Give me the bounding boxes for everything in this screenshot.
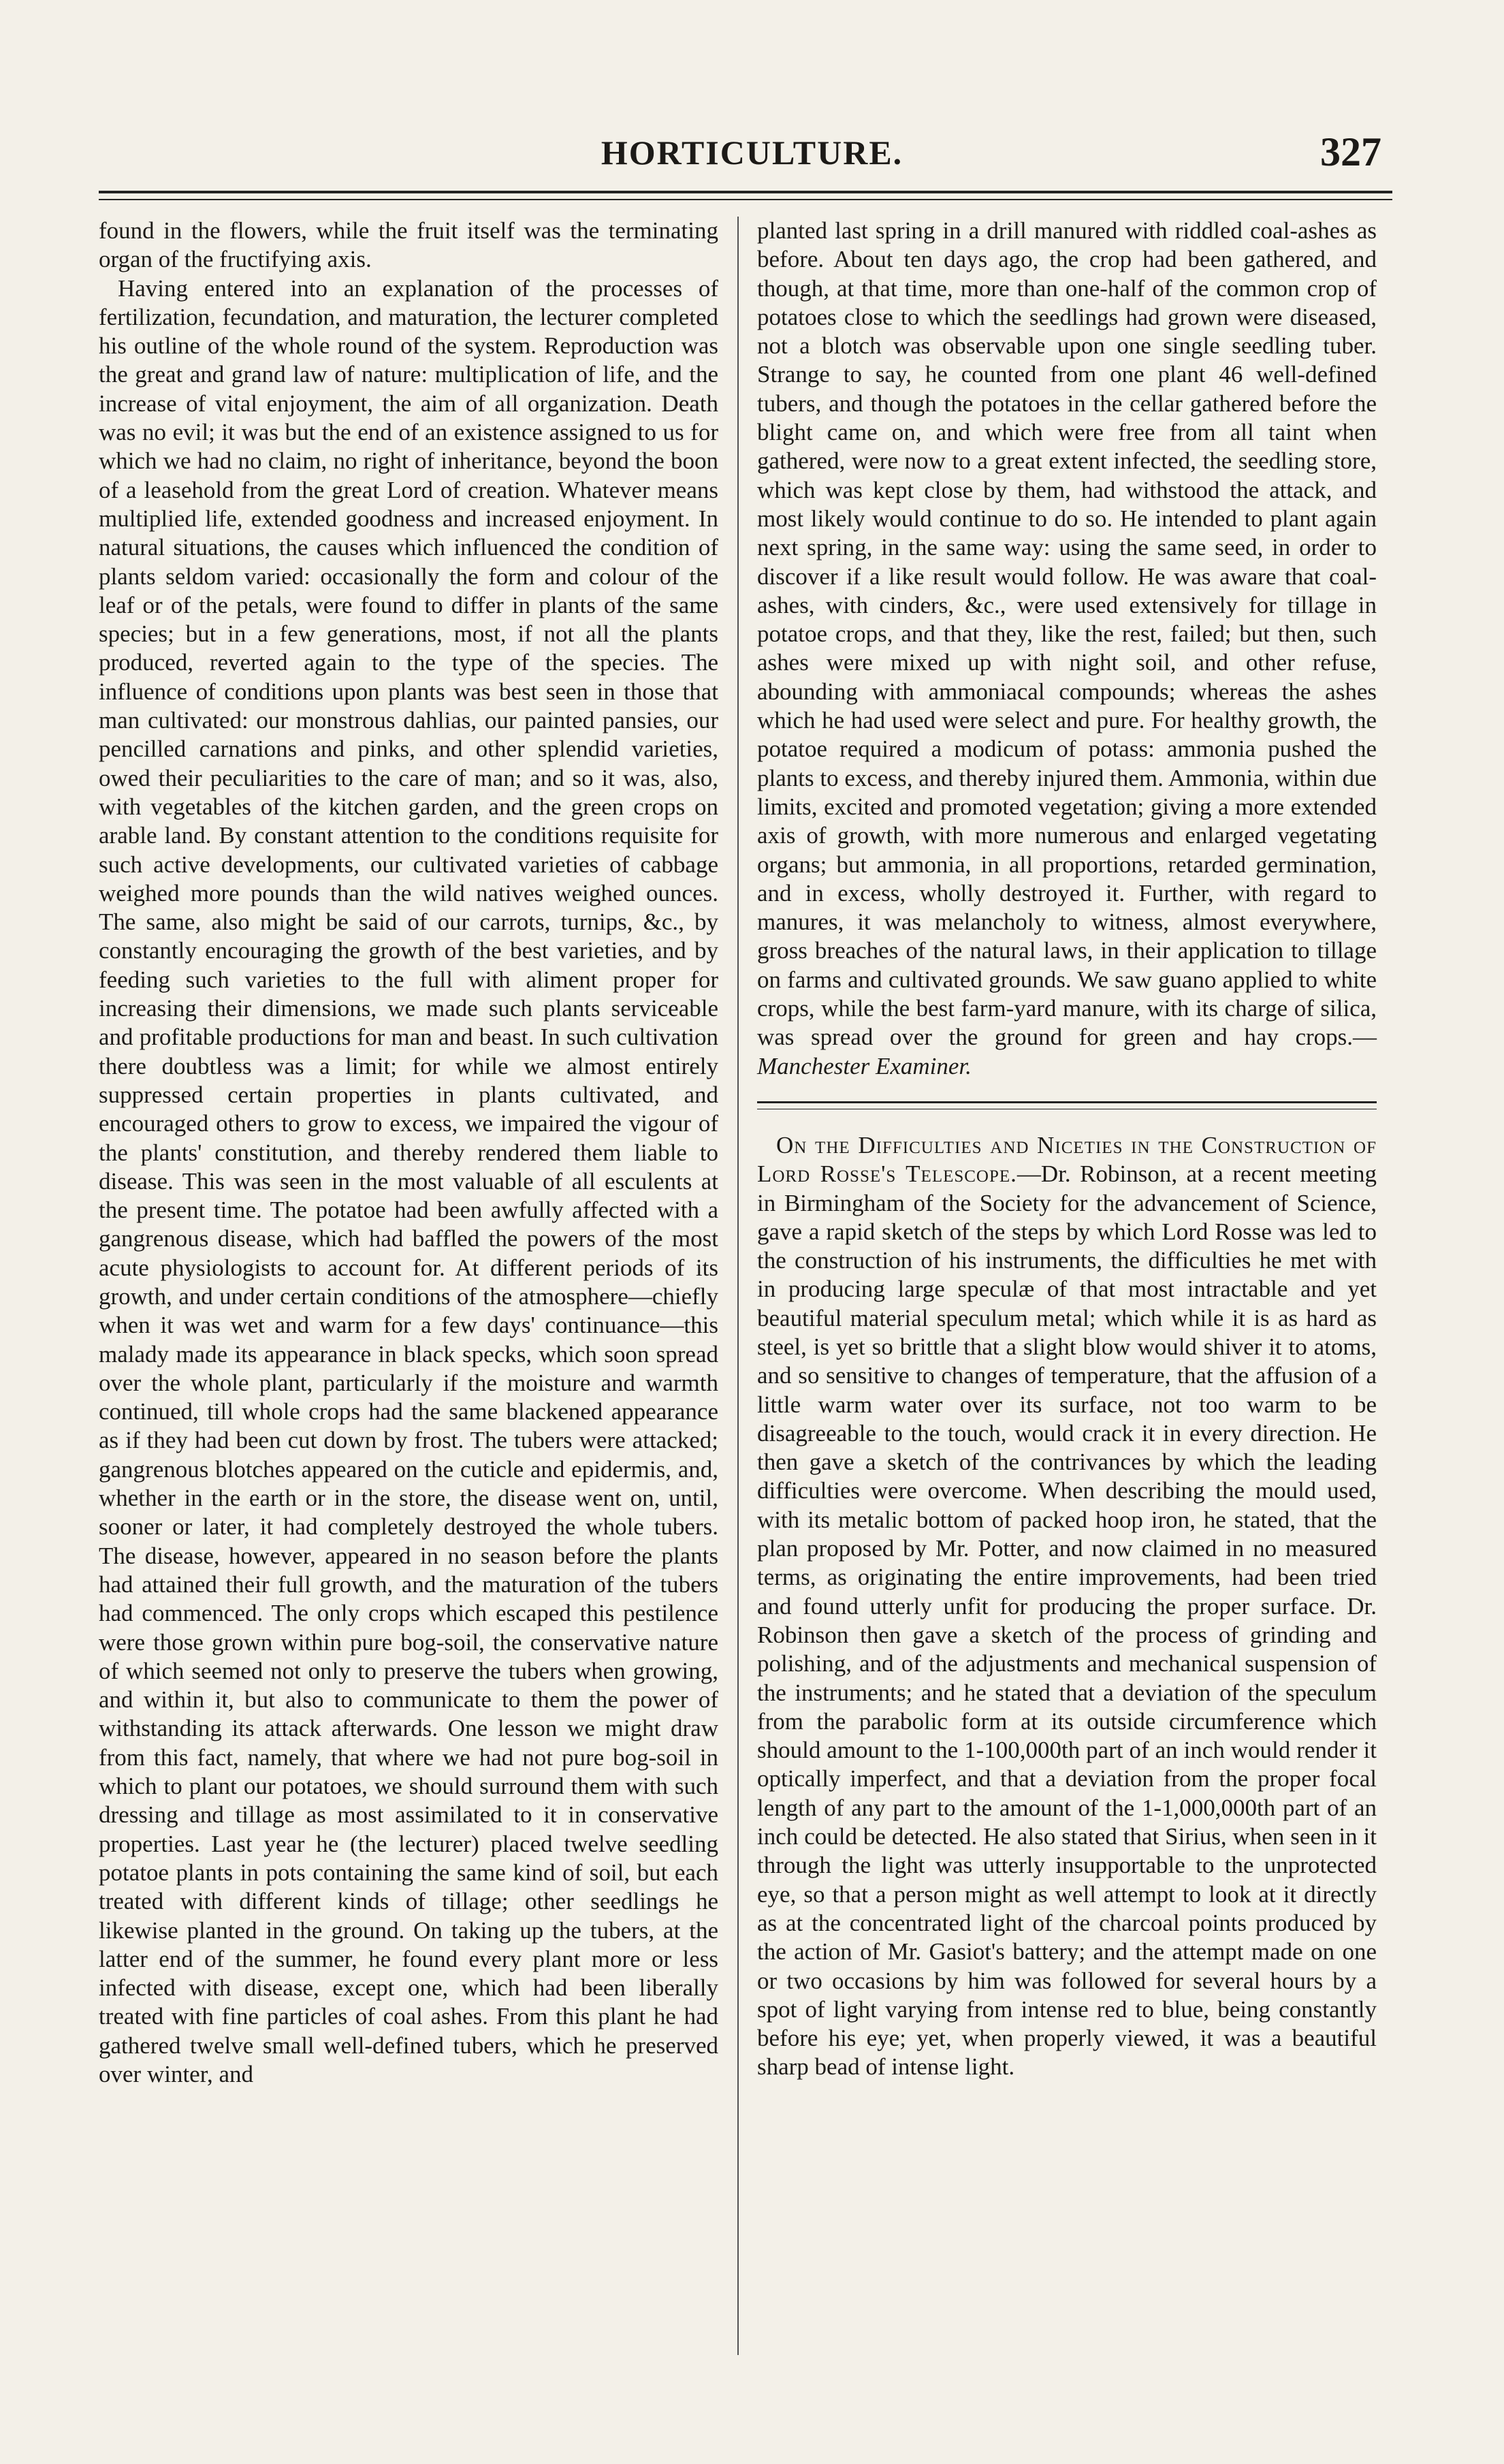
article-separator-rule bbox=[757, 1101, 1377, 1103]
right-paragraph-continuation bbox=[757, 217, 1377, 1081]
continuation-text: planted last spring in a drill manured with riddled coal-ashes as before. About ten days ago, the crop had been gathered, and though, at that time, more than one-half of the common crop of potatoes close to which the seedlings had grown were diseased, not a blotch was observable upon one single seedling tuber. Strange to say, he counted from one plant 46 well-defined tubers, and though the potatoes in the cellar gathered before the blight came on, and which were free from all taint when gathered, were now to a great extent infected, the seedling store, which was kept close by them, had withstood the attack, and most likely would continue to do so. He intended to plant again next spring, in the same way: using the same seed, in order to discover if a like result would follow. He was aware that coal-ashes, with cinders, &c., were used extensively for tillage in potatoe crops, and that they, like the rest, failed; but then, such ashes were mixed up with night soil, and other refuse, abounding with ammoniacal compounds; whereas the ashes which he had used were select and pure. For healthy growth, the potatoe required a modicum of potass: ammonia pushed the plants to excess, and thereby injured them. Ammonia, within due limits, excited and promoted vegetation; giving a more extended axis of growth, with more numerous and enlarged vegetating organs; but ammonia, in all proportions, retarded germination, and in excess, wholly destroyed it. Further, with regard to manures, it was melancholy to witness, almost everywhere, gross breaches of the natural laws, in their application to tillage on farms and cultivated grounds. We saw guano applied to white crops, while the best farm-yard manure, with its charge of silica, was spread over the ground for green and hay crops.— bbox=[757, 217, 1377, 1051]
article-body: —Dr. Robinson, at a recent meeting in Birmingham of the Society for the advancement of Science, gave a rapid sketch of the steps by which Lord Rosse was led to the construction of his instruments, the difficulties he met with in producing large speculæ of that most intractable and yet beautiful material speculum metal; which while it is as hard as steel, is yet so brittle that a slight blow would shiver it to atoms, and so sensitive to changes of temperature, that the affusion of a little warm water over its surface, not too warm to be disagreeable to the touch, would crack it in every direction. He then gave a sketch of the contrivances by which the leading difficulties were overcome. When describing the mould used, with its metalic bottom of packed hoop iron, he stated, that the plan proposed by Mr. Potter, and now claimed in no measured terms, as originating the entire improvements, had been tried and found utterly unfit for producing the proper surface. Dr. Robinson then gave a sketch of the process of grinding and polishing, and of the adjustments and mechanical suspension of the instruments; and he stated that a deviation of the speculum from the parabolic form at its outside circumference which should amount to the 1-100,000th part of an inch would render it optically imperfect, and that a deviation from the proper focal length of any part to the amount of the 1-1,000,000th part of an inch could be detected. He also stated that Sirius, when seen in it through the light was utterly insupportable to the unprotected eye, so that a person might as well attempt to look at it directly as at the concentrated light of the charcoal points produced by the action of Mr. Gasiot's battery; and the attempt made on one or two occasions by him was followed for several hours by a spot of light varying from intense red to blue, being constantly before his eye; yet, when properly viewed, it was a beautiful sharp bead of intense light. bbox=[757, 1160, 1377, 2081]
article-title: On the Difficulties and Niceties in the Construction of Lord Rosse's Telescope. bbox=[757, 1131, 1377, 1188]
running-head bbox=[0, 129, 1504, 180]
left-paragraph-lecture: Having entered into an explanation of the processes of fertilization, fecundation, and maturation, the lecturer completed his outline of the whole round of the system. Reproduction was the great and grand law of nature: multiplication of life, and the increase of vital enjoyment, the aim of all organization. Death was no evil; it was but the end of an existence assigned to us for which we had no claim, no right of inheritance, beyond the boon of a leasehold from the great Lord of creation. Whatever means multiplied life, extended goodness and increased enjoyment. In natural situations, the causes which influenced the condition of plants seldom varied: occasionally the form and colour of the leaf or of the petals, were found to differ in plants of the same species; but in a few generations, most, if not all the plants produced, reverted again to the type of the species. The influence of conditions upon plants was best seen in those that man cultivated: our monstrous dahlias, our painted pansies, our pencilled carnations and pinks, and other splendid varieties, owed their peculiarities to the care of man; and so it was, also, with vegetables of the kitchen garden, and the green crops on arable land. By constant attention to the conditions requisite for such active developments, our cultivated varieties of cabbage weighed more pounds than the wild natives weighed ounces. The same, also might be said of our carrots, turnips, &c., by constantly encouraging the growth of the best varieties, and by feeding such varieties to the full with aliment proper for increasing their dimensions, we made such plants serviceable and profitable productions for man and beast. In such cultivation there doubtless was a limit; for while we almost entirely suppressed certain properties in plants cultivated, and encouraged others to grow to excess, we impaired the vigour of the plants' constitution, and thereby rendered them liable to disease. This was seen in the most valuable of all esculents at the present time. The potatoe had been awfully affected with a gangrenous disease, which had baffled the powers of the most acute physiologists to account for. At different periods of its growth, and under certain conditions of the atmosphere—chiefly when it was wet and warm for a few days' continuance—this malady made its appearance in black specks, which soon spread over the whole plant, particularly if the moisture and warmth continued, till whole crops had the same blackened appearance as if they had been cut down by frost. The tubers were attacked; gangrenous blotches appeared on the cuticle and epidermis, and, whether in the earth or in the store, the disease went on, until, sooner or later, it had completely destroyed the whole tubers. The disease, however, appeared in no season before the plants had attained their full growth, and the maturation of the tubers had commenced. The only crops which escaped this pestilence were those grown within pure bog-soil, the conservative nature of which seemed not only to preserve the tubers when growing, and within it, but also to communicate to them the power of withstanding its attack afterwards. One lesson we might draw from this fact, namely, that where we had not pure bog-soil in which to plant our potatoes, we should surround them with such dressing and tillage as most assimilated to it in conservative properties. Last year he (the lecturer) placed twelve seedling potatoe plants in pots containing the same kind of soil, but each treated with different kinds of tillage; other seedlings he likewise planted in the ground. On taking up the tubers, at the latter end of the summer, he found every plant more or less infected with disease, except one, which had been liberally treated with fine particles of coal ashes. From this plant he had gathered twelve small well-defined tubers, which he preserved over winter, and bbox=[99, 274, 718, 2087]
right-column bbox=[757, 217, 1377, 2082]
left-column bbox=[99, 217, 718, 2089]
left-paragraph-continuation: found in the flowers, while the fruit itself was the terminating organ of the fructifying axis. bbox=[99, 217, 718, 273]
column-divider bbox=[737, 217, 739, 2355]
running-title: HORTICULTURE. bbox=[601, 133, 903, 172]
header-rule bbox=[99, 191, 1392, 193]
source-citation: Manchester Examiner. bbox=[757, 1052, 972, 1079]
telescope-article bbox=[757, 1131, 1377, 2082]
text-columns bbox=[99, 217, 1392, 2375]
header-rule-thin bbox=[99, 199, 1392, 200]
page-number: 327 bbox=[1320, 129, 1381, 174]
